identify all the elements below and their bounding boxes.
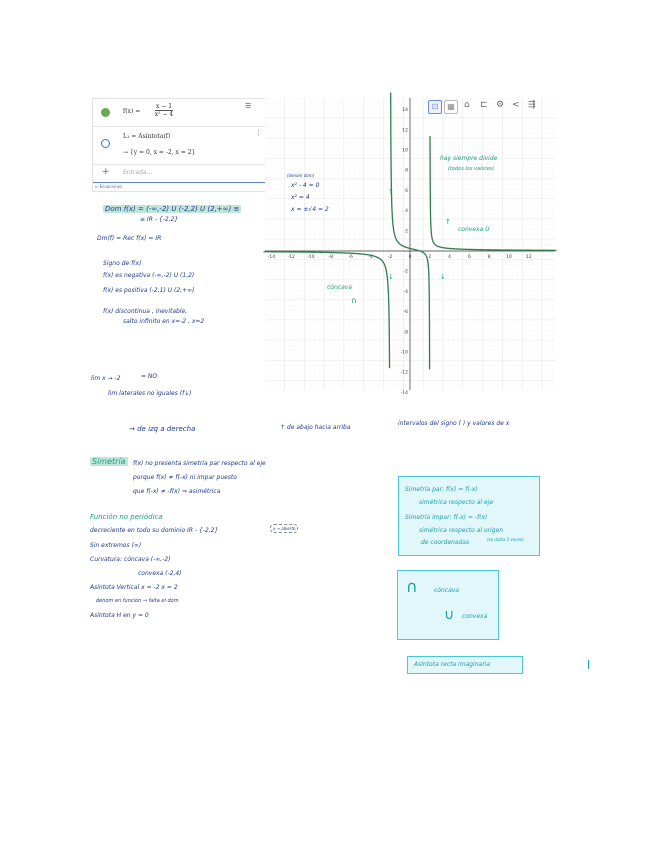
arrow-down-icon: ↓ <box>440 273 446 281</box>
numerator: x − 1 <box>155 103 173 110</box>
limit-note: lim x → -2 <box>91 375 121 382</box>
x-tick-label: 6 <box>467 255 471 260</box>
x-tick-label: 0 <box>408 255 412 260</box>
y-tick-label: -2 <box>403 269 408 275</box>
concave-shape-icon: ∩ <box>406 577 418 596</box>
concave-symbol-icon: ∩ <box>351 296 357 305</box>
share-icon[interactable]: < <box>512 100 520 110</box>
simetria-note: f(x) no presenta simetría par respecto al eje <box>133 460 266 467</box>
graph-toolbar <box>428 100 550 114</box>
graph-canvas[interactable] <box>265 98 555 396</box>
graph-icon[interactable]: ⊡ <box>428 100 442 114</box>
simetria-note-3: que f(-x) ≠ -f(x) ⇒ asimétrica <box>133 488 221 495</box>
graph-note: cóncava <box>327 284 352 291</box>
undo-icon[interactable]: ⊏ <box>480 100 488 110</box>
simetria-note-2: porque f(x) ≠ f(-x) ni impar puesto <box>133 474 237 481</box>
y-tick-label: 10 <box>402 148 408 154</box>
arrow-down-icon: ↓ <box>388 273 394 281</box>
graph-note: x = ±√4 = 2 <box>291 206 329 213</box>
x-tick-label: -2 <box>387 255 393 260</box>
cursor-mark <box>588 660 589 669</box>
simetria-label: Simetría <box>92 457 126 466</box>
x-tick-label: 10 <box>506 255 512 260</box>
decreciente-annotation: x → abierto <box>270 524 298 533</box>
x-tick-label: 2 <box>428 255 432 260</box>
arrow-up-icon: ↑ <box>445 218 451 226</box>
graph-note: (denom dom) <box>287 173 315 178</box>
x-tick-label: -14 <box>267 255 276 260</box>
y-tick-label: 12 <box>402 128 408 134</box>
curvatura-note: Curvatura: cóncava (-∞,-2) <box>90 556 171 563</box>
graph-note: (todos los valores) <box>448 166 495 172</box>
y-tick-label: -6 <box>403 310 408 316</box>
direction-note-2: ↑ de abajo hacia arriba <box>280 424 351 431</box>
algebra-item-function[interactable] <box>93 99 266 127</box>
table-icon[interactable]: ▦ <box>444 100 458 114</box>
box-note: de coordenadas <box>421 539 470 546</box>
y-tick-label: 14 <box>402 108 408 114</box>
asintota-v-note-2: denom en función → falta el dom <box>96 598 179 604</box>
asintota-v-note: Asíntota Vertical x = -2 x = 2 <box>90 584 178 591</box>
box-note: cóncava <box>434 587 459 594</box>
convex-shape-icon: ∪ <box>444 607 455 623</box>
graphics-view[interactable] <box>265 98 555 396</box>
function-fraction <box>149 103 179 118</box>
signo-neg: f(x) es negativa (-∞,-2) U (1,2) <box>103 272 195 279</box>
limit-note-2: lim laterales no iguales (f↓) <box>108 390 192 397</box>
x-tick-label: 4 <box>448 255 452 260</box>
algebra-menu-icon[interactable]: ☰ <box>245 102 252 110</box>
algebra-item-asymptote[interactable] <box>93 126 266 165</box>
graph-note: x² - 4 = 0 <box>291 182 320 189</box>
graph-note: convexa U <box>458 226 490 233</box>
collapse-icon[interactable]: ⇶ <box>528 100 536 110</box>
decreciente-note: decreciente en todo su dominio IR - {-2,2} <box>90 527 219 534</box>
direction-note: → de izq a derecha <box>129 425 196 433</box>
input-bar[interactable] <box>93 164 266 183</box>
extremos-note: Sin extremos (∞) <box>90 542 142 549</box>
box-note: Simetría impar: f(-x) = -f(x) <box>405 514 488 521</box>
x-tick-label: -6 <box>348 255 353 260</box>
dom-note: Dom f(x) = (-∞,-2) U (-2,2) U (2,+∞) ≡ <box>105 205 240 213</box>
dom-note-2: ≡ IR - {-2,2} <box>140 216 179 223</box>
y-tick-label: -4 <box>403 289 408 295</box>
disc-note: f(x) discontinua , inevitable, <box>103 308 188 315</box>
disc-note-2: salto infinito en x=-2 , x=2 <box>123 318 205 325</box>
function-label: f(x) = <box>123 108 141 115</box>
y-tick-label: -10 <box>400 350 408 356</box>
curvatura-box <box>397 570 499 640</box>
arrow-up-icon: ↑ <box>388 188 394 196</box>
keyboard-link[interactable]: ⊳ Ecuaciones <box>95 184 123 189</box>
input-field[interactable]: Entrada... <box>123 169 153 176</box>
visibility-toggle-icon[interactable] <box>101 139 110 148</box>
algebra-panel <box>92 98 267 192</box>
box-note: Asíntota recta imaginaria <box>414 661 491 668</box>
signo-title: Signo de f(x) <box>103 260 142 267</box>
asintota-h-note: Asíntota H en y = 0 <box>90 612 149 619</box>
x-tick-label: -8 <box>328 255 334 260</box>
box-note: Simetría par: f(x) = f(-x) <box>405 486 478 493</box>
convexa-note: convexa (-2,4) <box>138 570 182 577</box>
y-tick-label: 4 <box>405 209 408 215</box>
y-tick-label: 8 <box>405 168 408 174</box>
y-tick-label: -12 <box>400 370 408 376</box>
add-icon[interactable]: + <box>102 167 110 177</box>
visibility-toggle-icon[interactable] <box>101 108 110 117</box>
x-tick-label: 12 <box>525 255 532 260</box>
y-tick-label: 6 <box>405 188 408 194</box>
graph-note: hay siempre divide <box>440 155 498 162</box>
rec-note: Dm(f) = Rec f(x) = IR <box>97 235 162 242</box>
graph-note: x² = 4 <box>291 194 310 201</box>
box-note: convexa <box>462 613 488 620</box>
y-tick-label: -14 <box>400 390 408 396</box>
intervals-note: intervalos del signo ( ) y valores de x <box>398 420 510 427</box>
denominator: x² − 4 <box>154 111 174 118</box>
asymptote-result: → {y = 0, x = -2, x = 2} <box>123 149 196 156</box>
limit-result: = NO <box>141 373 158 380</box>
home-icon[interactable]: ⌂ <box>464 100 470 110</box>
simetria-box <box>398 476 540 556</box>
x-tick-label: 8 <box>487 255 491 260</box>
box-note: simétrica respecto al eje <box>419 499 494 506</box>
asymptote-label: L₁ = Asíntota(f) <box>123 133 171 140</box>
signo-pos: f(x) es positiva (-2,1) U (2,+∞) <box>103 287 195 294</box>
imaginary-box <box>407 656 523 674</box>
y-tick-label: -8 <box>403 330 408 336</box>
x-tick-label: -10 <box>307 255 315 260</box>
x-tick-label: -12 <box>287 255 295 260</box>
gear-icon[interactable]: ⚙ <box>496 100 505 110</box>
box-note: (se dobla 2 veces) <box>487 537 524 542</box>
func-label: Función no periódica <box>90 513 163 521</box>
more-options-icon[interactable]: ⋮ <box>255 129 262 137</box>
y-tick-label: 2 <box>405 229 408 235</box>
x-tick-label: -4 <box>368 255 373 260</box>
box-note: simétrica respecto al origen <box>419 527 504 534</box>
